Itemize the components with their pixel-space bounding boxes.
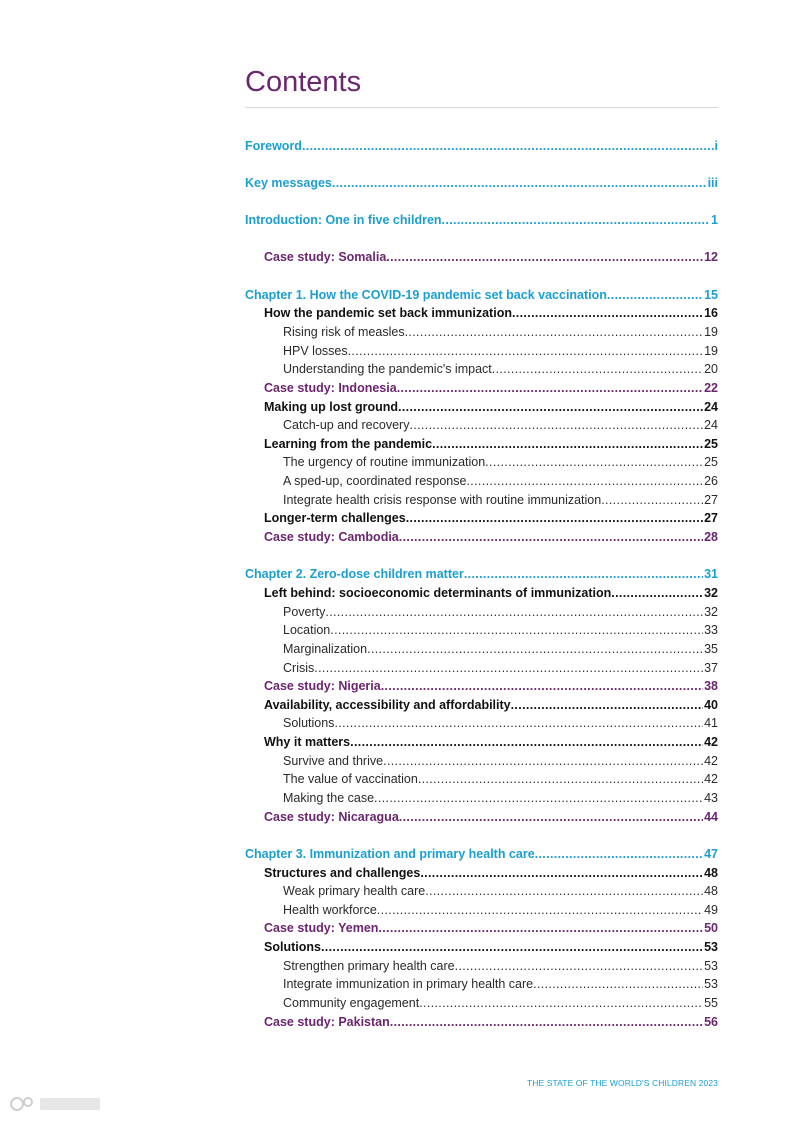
toc-entry-page-number: 48: [704, 866, 718, 880]
toc-entry-label: A sped-up, coordinated response: [283, 474, 467, 488]
toc-entry-label: Chapter 1. How the COVID-19 pandemic set back vaccination: [245, 288, 607, 302]
toc-dot-leader: [377, 902, 703, 919]
toc-entry[interactable]: [264, 529, 718, 546]
toc-entry-label: Chapter 3. Immunization and primary health care: [245, 847, 535, 861]
toc-entry-label: The urgency of routine immunization: [283, 455, 486, 469]
toc-dot-leader: [302, 138, 714, 155]
toc-entry-page-number: 19: [704, 325, 718, 339]
toc-dot-leader: [535, 846, 703, 863]
toc-dot-leader: [511, 697, 703, 714]
toc-dot-leader: [611, 585, 703, 602]
toc-entry-page-number: 32: [704, 586, 718, 600]
toc-entry-page-number: 55: [704, 996, 718, 1010]
toc-entry-page-number: 25: [704, 437, 718, 451]
toc-entry-page-number: 15: [704, 288, 718, 302]
toc-entry[interactable]: [283, 976, 718, 993]
toc-entry[interactable]: [283, 753, 718, 770]
page-title: Contents: [245, 66, 362, 98]
toc-entry[interactable]: [283, 343, 718, 360]
toc-entry-page-number: 41: [704, 716, 718, 730]
toc-entry-label: Structures and challenges: [264, 866, 421, 880]
toc-entry[interactable]: [264, 678, 718, 695]
toc-entry-label: Marginalization: [283, 642, 368, 656]
toc-entry-page-number: 56: [704, 1015, 718, 1029]
toc-entry-page-number: 28: [704, 530, 718, 544]
toc-dot-leader: [607, 287, 703, 304]
toc-dot-leader: [405, 324, 704, 341]
toc-entry-page-number: 33: [704, 623, 718, 637]
toc-entry[interactable]: [264, 305, 718, 322]
toc-entry[interactable]: [283, 604, 718, 621]
toc-entry-label: Case study: Indonesia: [264, 381, 397, 395]
toc-entry-label: Why it matters: [264, 735, 351, 749]
toc-dot-leader: [492, 361, 703, 378]
toc-dot-leader: [383, 753, 703, 770]
toc-entry[interactable]: [283, 883, 718, 900]
toc-entry-page-number: 20: [704, 362, 718, 376]
toc-entry-label: Integrate immunization in primary health care: [283, 977, 534, 991]
toc-entry-page-number: 27: [704, 493, 718, 507]
toc-dot-leader: [381, 678, 703, 695]
toc-dot-leader: [420, 865, 703, 882]
toc-dot-leader: [399, 809, 703, 826]
toc-entry-label: Location: [283, 623, 331, 637]
toc-entry-page-number: 42: [704, 772, 718, 786]
toc-entry[interactable]: [264, 865, 718, 882]
toc-entry-page-number: 37: [704, 661, 718, 675]
toc-entry-label: Key messages: [245, 176, 332, 190]
toc-dot-leader: [601, 492, 703, 509]
toc-entry[interactable]: [264, 585, 718, 602]
toc-entry-label: Foreword: [245, 139, 302, 153]
toc-entry[interactable]: [264, 436, 718, 453]
toc-entry[interactable]: [283, 715, 718, 732]
toc-entry[interactable]: [245, 566, 718, 583]
footer-publication-title: THE STATE OF THE WORLD'S CHILDREN 2023: [526, 1078, 718, 1088]
toc-entry-label: Survive and thrive: [283, 754, 384, 768]
toc-entry[interactable]: [264, 399, 718, 416]
toc-entry-label: Health workforce: [283, 903, 377, 917]
toc-entry-page-number: 27: [704, 511, 718, 525]
toc-entry-label: Solutions: [283, 716, 335, 730]
toc-entry-page-number: 42: [704, 735, 718, 749]
toc-entry-page-number: 26: [704, 474, 718, 488]
toc-entry-page-number: 43: [704, 791, 718, 805]
toc-entry[interactable]: [283, 473, 718, 490]
toc-entry[interactable]: [245, 287, 718, 304]
toc-entry-label: Strengthen primary health care: [283, 959, 455, 973]
toc-entry-label: Community engagement: [283, 996, 420, 1010]
toc-entry-page-number: 1: [711, 213, 718, 227]
toc-entry-page-number: 53: [704, 959, 718, 973]
toc-entry[interactable]: [264, 920, 718, 937]
toc-entry-page-number: iii: [707, 176, 718, 190]
toc-entry-label: Case study: Pakistan: [264, 1015, 390, 1029]
toc-entry[interactable]: [283, 771, 718, 788]
toc-entry-label: Case study: Cambodia: [264, 530, 399, 544]
toc-entry-page-number: 53: [704, 940, 718, 954]
toc-entry-label: Weak primary health care: [283, 884, 426, 898]
toc-entry-page-number: 47: [704, 847, 718, 861]
toc-entry-page-number: 24: [704, 418, 718, 432]
toc-entry-page-number: 25: [704, 455, 718, 469]
toc-entry-label: Chapter 2. Zero-dose children matter: [245, 567, 464, 581]
toc-dot-leader: [432, 436, 703, 453]
toc-entry[interactable]: [283, 995, 718, 1012]
toc-entry[interactable]: [264, 697, 718, 714]
toc-entry-label: Understanding the pandemic's impact: [283, 362, 492, 376]
toc-entry-label: Poverty: [283, 605, 326, 619]
toc-entry[interactable]: [283, 622, 718, 639]
toc-dot-leader: [466, 473, 703, 490]
toc-entry-label: Crisis: [283, 661, 315, 675]
toc-entry[interactable]: [283, 641, 718, 658]
toc-dot-leader: [367, 641, 703, 658]
toc-dot-leader: [398, 399, 703, 416]
toc-entry-label: Making the case: [283, 791, 375, 805]
toc-entry[interactable]: [245, 138, 718, 155]
toc-entry[interactable]: [245, 175, 718, 192]
toc-entry-page-number: 22: [704, 381, 718, 395]
toc-entry-page-number: 42: [704, 754, 718, 768]
toc-entry[interactable]: [264, 1014, 718, 1031]
toc-entry-page-number: 53: [704, 977, 718, 991]
toc-entry-label: Availability, accessibility and affordability: [264, 698, 511, 712]
toc-entry[interactable]: [264, 249, 718, 266]
toc-entry[interactable]: [283, 417, 718, 434]
toc-dot-leader: [419, 995, 703, 1012]
toc-entry[interactable]: [264, 510, 718, 527]
toc-entry-page-number: 50: [704, 921, 718, 935]
toc-entry-page-number: 24: [704, 400, 718, 414]
toc-entry-page-number: 49: [704, 903, 718, 917]
toc-dot-leader: [399, 529, 703, 546]
toc-entry-page-number: 35: [704, 642, 718, 656]
toc-entry-label: The value of vaccination: [283, 772, 418, 786]
toc-dot-leader: [455, 958, 703, 975]
toc-entry-label: HPV losses: [283, 344, 348, 358]
toc-entry[interactable]: [245, 846, 718, 863]
toc-dot-leader: [321, 939, 703, 956]
toc-dot-leader: [386, 249, 703, 266]
toc-entry-page-number: 40: [704, 698, 718, 712]
toc-entry[interactable]: [264, 734, 718, 751]
toc-entry-page-number: 12: [704, 250, 718, 264]
toc-entry[interactable]: [264, 809, 718, 826]
toc-dot-leader: [512, 305, 703, 322]
watermark-logo: [8, 1094, 108, 1118]
toc-entry[interactable]: [283, 790, 718, 807]
toc-entry-page-number: 19: [704, 344, 718, 358]
toc-entry-label: Left behind: socioeconomic determinants of immunization: [264, 586, 612, 600]
toc-entry-label: Longer-term challenges: [264, 511, 406, 525]
toc-entry-label: Rising risk of measles: [283, 325, 405, 339]
toc-entry-page-number: 16: [704, 306, 718, 320]
toc-dot-leader: [425, 883, 703, 900]
toc-entry-label: Case study: Yemen: [264, 921, 379, 935]
toc-dot-leader: [397, 380, 703, 397]
toc-entry-page-number: 48: [704, 884, 718, 898]
toc-entry-label: Case study: Nigeria: [264, 679, 381, 693]
toc-entry-label: How the pandemic set back immunization: [264, 306, 512, 320]
toc-dot-leader: [390, 1014, 703, 1031]
toc-dot-leader: [406, 510, 703, 527]
toc-dot-leader: [350, 734, 703, 751]
toc-dot-leader: [334, 715, 703, 732]
toc-entry[interactable]: [283, 454, 718, 471]
toc-dot-leader: [464, 566, 703, 583]
toc-dot-leader: [442, 212, 711, 229]
toc-entry[interactable]: [264, 939, 718, 956]
toc-entry-label: Case study: Nicaragua: [264, 810, 399, 824]
toc-dot-leader: [418, 771, 703, 788]
toc-dot-leader: [314, 660, 703, 677]
toc-entry-label: Introduction: One in five children: [245, 213, 442, 227]
toc-entry-page-number: 38: [704, 679, 718, 693]
toc-entry[interactable]: [283, 361, 718, 378]
toc-entry-page-number: 44: [704, 810, 718, 824]
toc-entry-label: Case study: Somalia: [264, 250, 387, 264]
toc-entry-label: Making up lost ground: [264, 400, 399, 414]
toc-dot-leader: [409, 417, 703, 434]
toc-entry-page-number: 32: [704, 605, 718, 619]
toc-dot-leader: [330, 622, 703, 639]
toc-entry[interactable]: [283, 958, 718, 975]
toc-entry[interactable]: [283, 660, 718, 677]
toc-entry-label: Integrate health crisis response with routine immunization: [283, 493, 602, 507]
toc-dot-leader: [332, 175, 707, 192]
toc-dot-leader: [378, 920, 703, 937]
toc-entry[interactable]: [264, 380, 718, 397]
toc-dot-leader: [325, 604, 703, 621]
toc-entry-label: Learning from the pandemic: [264, 437, 433, 451]
toc-entry[interactable]: [283, 324, 718, 341]
toc-entry-page-number: i: [714, 139, 718, 153]
toc-entry-label: Solutions: [264, 940, 321, 954]
toc-entry-label: Catch-up and recovery: [283, 418, 410, 432]
toc-entry[interactable]: [283, 902, 718, 919]
toc-dot-leader: [533, 976, 703, 993]
toc-entry-page-number: 31: [704, 567, 718, 581]
toc-entry[interactable]: [245, 212, 718, 229]
toc-entry[interactable]: [283, 492, 718, 509]
toc-dot-leader: [485, 454, 703, 471]
toc-dot-leader: [374, 790, 703, 807]
toc-dot-leader: [348, 343, 703, 360]
watermark-mark: [8, 1094, 108, 1114]
